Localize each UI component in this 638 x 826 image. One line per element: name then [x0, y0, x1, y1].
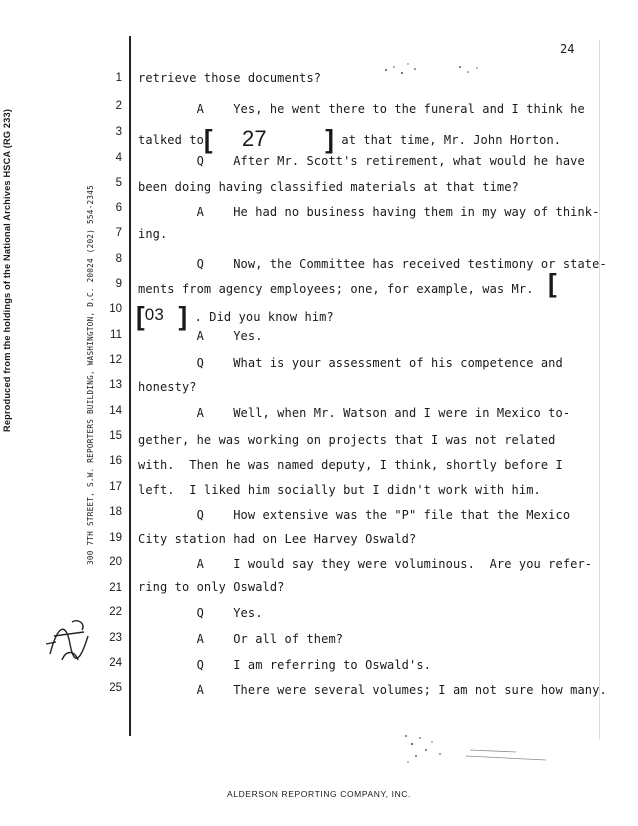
line-number: 5	[115, 177, 122, 189]
line-number: 18	[109, 506, 122, 518]
line-number: 20	[109, 556, 122, 568]
line-number: 1	[115, 72, 122, 84]
redaction-code: 27	[242, 126, 267, 151]
transcript-line: A Yes, he went there to the funeral and I think he	[138, 102, 585, 116]
transcript-line: Q How extensive was the "P" file that the Mexico	[138, 508, 571, 522]
transcript-line: honesty?	[138, 380, 197, 394]
handwritten-initials-mark	[44, 614, 100, 668]
reporter-address: 300 7TH STREET, S.W. REPORTERS BUILDING, WASHINGTON, D.C. 20024 (202) 554-2345	[86, 185, 95, 566]
transcript-line: Q Now, the Committee has received testimony or state-	[138, 257, 607, 271]
transcript-line: City station had on Lee Harvey Oswald?	[138, 532, 417, 546]
line-number: 15	[109, 430, 122, 442]
line-text-after-redaction: at that time, Mr. John Horton.	[341, 133, 562, 147]
transcript-line: ments from agency employees; one, for example, was Mr.	[138, 282, 534, 296]
line-number: 14	[109, 405, 122, 417]
line-number: 4	[115, 152, 122, 164]
right-margin-rule	[599, 40, 600, 740]
transcript-line: been doing having classified materials at that time?	[138, 180, 519, 194]
line-number: 24	[109, 657, 122, 669]
line-number: 13	[109, 379, 122, 391]
transcript-line: with. Then he was named deputy, I think, shortly before I	[138, 458, 563, 472]
left-margin-rule	[129, 36, 131, 736]
footer-company: ALDERSON REPORTING COMPANY, INC.	[226, 789, 412, 799]
transcript-line: A Or all of them?	[138, 632, 344, 646]
line-text-before-redaction: talked to	[138, 133, 204, 147]
line-number: 16	[109, 455, 122, 467]
line-number: 25	[109, 682, 122, 694]
transcript-line: A He had no business having them in my way of think-	[138, 205, 600, 219]
transcript-line: A Well, when Mr. Watson and I were in Mexico to-	[138, 406, 571, 420]
transcript-line: Q What is your assessment of his competence and	[138, 356, 563, 370]
transcript-line: left. I liked him socially but I didn't work with him.	[138, 483, 541, 497]
line-number: 23	[109, 632, 122, 644]
transcript-line: ring to only Oswald?	[138, 580, 285, 594]
transcript-line: A Yes.	[138, 329, 263, 343]
line-number: 3	[115, 126, 122, 138]
line-number: 19	[109, 532, 122, 544]
line-number: 21	[109, 582, 122, 594]
transcript-line: Q I am referring to Oswald's.	[138, 658, 431, 672]
redaction-code: 03	[144, 305, 164, 324]
line-number: 10	[109, 303, 122, 315]
transcript-line: A There were several volumes; I am not sure how many.	[138, 683, 607, 697]
archive-stamp: Reproduced from the holdings of the National Archives HSCA (RG 233)	[2, 108, 12, 432]
scan-noise-top	[380, 58, 490, 82]
transcript-line: A I would say they were voluminous. Are you refer-	[138, 557, 593, 571]
transcript-line: Q Yes.	[138, 606, 263, 620]
line-number: 12	[109, 354, 122, 366]
line-number: 6	[115, 202, 122, 214]
line-number: 17	[109, 481, 122, 493]
redaction-bracket-open: [	[548, 268, 557, 298]
transcript-line: ing.	[138, 227, 168, 241]
redaction-bracket-open: [	[203, 124, 213, 154]
transcript-line	[138, 120, 562, 154]
line-number: 2	[115, 100, 122, 112]
scan-noise-bottom	[396, 726, 566, 772]
line-number: 22	[109, 606, 122, 618]
transcript-line: Q After Mr. Scott's retirement, what would he have	[138, 154, 585, 168]
transcript-line	[136, 297, 334, 331]
line-text-after-redaction: . Did you know him?	[194, 310, 334, 324]
line-number: 11	[110, 329, 122, 341]
redaction-bracket-close: ]	[178, 301, 188, 331]
page-number: 24	[560, 42, 575, 56]
transcript-line: retrieve those documents?	[138, 71, 322, 85]
redaction-bracket-close: ]	[325, 124, 335, 154]
line-number: 9	[115, 278, 122, 290]
redaction-bracket-open: [	[136, 301, 145, 331]
line-number: 8	[115, 253, 122, 265]
line-number: 7	[115, 227, 122, 239]
transcript-line: gether, he was working on projects that I was not related	[138, 433, 556, 447]
